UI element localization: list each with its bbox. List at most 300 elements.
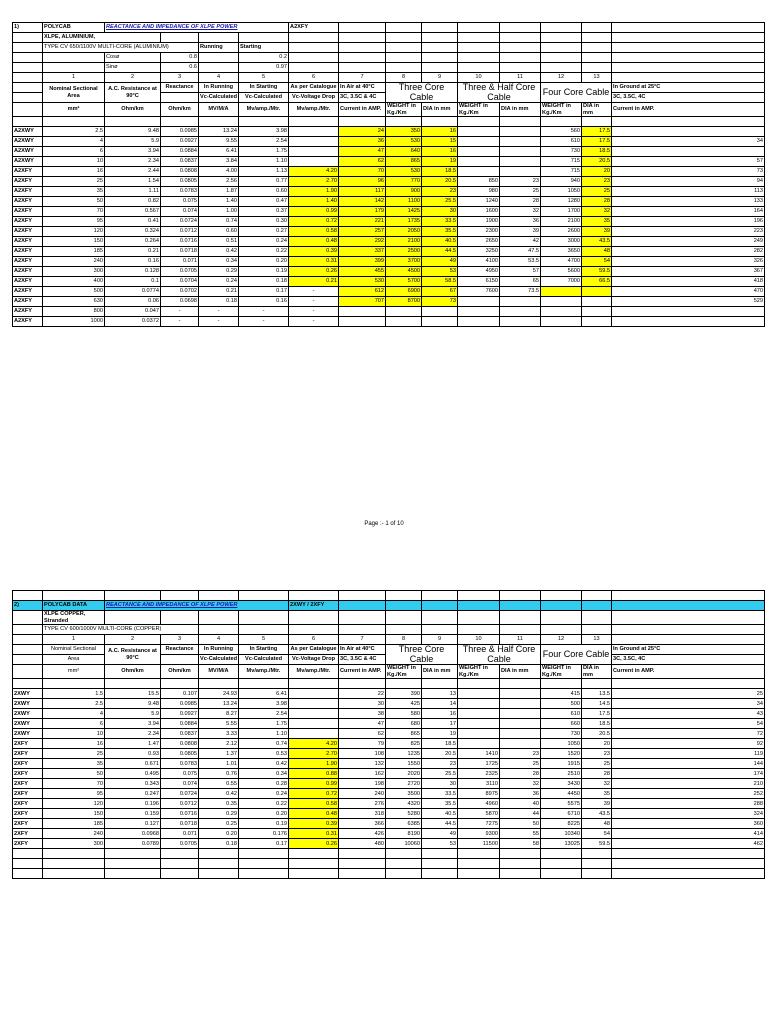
data-cell: 1915 [541, 759, 582, 769]
data-cell: 0.29 [199, 267, 239, 277]
data-cell: 25.5 [422, 197, 458, 207]
table-row [13, 257, 765, 267]
data-cell: 3700 [386, 257, 422, 267]
data-cell: 249 [612, 237, 765, 247]
col-number: 5 [239, 73, 289, 83]
data-cell: 34 [612, 699, 765, 709]
data-cell: 1735 [386, 217, 422, 227]
data-cell: 4 [43, 709, 105, 719]
data-cell: 53.5 [500, 257, 541, 267]
data-cell [612, 307, 765, 317]
data-cell: 0.41 [105, 217, 161, 227]
col-number: 5 [239, 635, 289, 645]
data-cell [500, 137, 541, 147]
data-cell: 2325 [458, 769, 500, 779]
table-row [13, 317, 765, 327]
data-cell: 0.17 [239, 287, 289, 297]
data-cell: 23 [500, 749, 541, 759]
data-cell: 59.5 [582, 839, 612, 849]
data-cell: 900 [386, 187, 422, 197]
data-cell: 16 [43, 167, 105, 177]
table-row [13, 167, 765, 177]
data-cell: 18.5 [422, 167, 458, 177]
data-cell: 44.5 [422, 247, 458, 257]
table-row [13, 207, 765, 217]
data-cell: 470 [612, 287, 765, 297]
data-cell: 8225 [541, 819, 582, 829]
data-cell: 2300 [458, 227, 500, 237]
data-cell: 4320 [386, 799, 422, 809]
data-cell: 1.00 [199, 207, 239, 217]
cable-type-cell: A2XFY [13, 267, 43, 277]
header-core-2: 3C, 3.5C, 4C [612, 655, 765, 665]
data-cell [458, 729, 500, 739]
data-cell: 0.0884 [161, 719, 199, 729]
data-cell: 0.22 [239, 247, 289, 257]
data-cell: 18.5 [582, 719, 612, 729]
table-row [13, 247, 765, 257]
data-cell: 0.495 [105, 769, 161, 779]
data-cell: 25 [43, 749, 105, 759]
data-cell: 9.48 [105, 127, 161, 137]
cable-type-cell: 2XFY [13, 779, 43, 789]
data-cell: 367 [612, 267, 765, 277]
col-number: 13 [582, 635, 612, 645]
col-number: 3 [161, 73, 199, 83]
data-cell: 0.74 [199, 217, 239, 227]
data-cell: 0.25 [199, 819, 239, 829]
data-cell [386, 307, 422, 317]
data-cell: 0.0985 [161, 699, 199, 709]
data-cell: 0.19 [239, 267, 289, 277]
data-cell: 5280 [386, 809, 422, 819]
data-cell: 62 [339, 729, 386, 739]
data-cell: 0.27 [239, 227, 289, 237]
header-four-core: Four Core Cable [541, 83, 612, 103]
data-cell: 164 [612, 207, 765, 217]
data-cell: 32 [500, 779, 541, 789]
data-cell: 0.48 [289, 809, 339, 819]
data-cell: 0.0702 [161, 287, 199, 297]
table-row [13, 709, 765, 719]
data-cell [289, 157, 339, 167]
data-cell: 25.5 [422, 769, 458, 779]
data-cell: 47 [339, 719, 386, 729]
data-cell: 610 [541, 137, 582, 147]
data-cell: - [289, 317, 339, 327]
data-cell: 324 [612, 809, 765, 819]
header-three-half-core: Three & Half Core Cable [458, 645, 541, 665]
data-cell: 2510 [541, 769, 582, 779]
table-row [13, 307, 765, 317]
data-cell: 28 [500, 197, 541, 207]
table-row [13, 739, 765, 749]
data-cell [458, 317, 500, 327]
data-cell: 2.56 [199, 177, 239, 187]
data-cell: 0.107 [161, 689, 199, 699]
cable-type-cell: A2XFY [13, 307, 43, 317]
data-cell: 400 [43, 277, 105, 287]
data-cell: 221 [339, 217, 386, 227]
reactance-table-copper [12, 590, 765, 879]
table-row [13, 237, 765, 247]
data-cell: 292 [339, 237, 386, 247]
data-cell [458, 739, 500, 749]
data-cell: 3.33 [199, 729, 239, 739]
data-cell [458, 127, 500, 137]
data-cell: 57 [500, 267, 541, 277]
table-row [13, 729, 765, 739]
data-cell: 0.0968 [105, 829, 161, 839]
data-cell: 0.0837 [161, 157, 199, 167]
data-cell: 1050 [541, 739, 582, 749]
data-cell: 0.0805 [161, 177, 199, 187]
data-cell: 2720 [386, 779, 422, 789]
data-cell: 42 [500, 237, 541, 247]
data-cell: 0.31 [289, 829, 339, 839]
data-cell: 0.247 [105, 789, 161, 799]
header-resistance: A.C. Resistance at 90°C [105, 83, 161, 103]
data-cell: 0.28 [239, 779, 289, 789]
data-cell: 23 [500, 177, 541, 187]
data-cell: 25 [43, 177, 105, 187]
data-cell: 0.1 [105, 277, 161, 287]
data-cell: 940 [541, 177, 582, 187]
data-cell: 119 [612, 749, 765, 759]
data-cell: 630 [43, 297, 105, 307]
data-cell: 0.0774 [105, 287, 161, 297]
data-cell: 17 [422, 719, 458, 729]
unit-dia-3c: DIA in mm [422, 665, 458, 679]
data-cell: 0.82 [105, 197, 161, 207]
cable-type-cell: 2XWY [13, 699, 43, 709]
col-number: 10 [458, 635, 500, 645]
data-cell: 3.94 [105, 719, 161, 729]
data-cell: 530 [386, 137, 422, 147]
data-cell: 1550 [386, 759, 422, 769]
data-cell [612, 147, 765, 157]
data-cell: 142 [339, 197, 386, 207]
data-cell [582, 317, 612, 327]
data-cell: 4.20 [289, 167, 339, 177]
data-cell: 13.5 [582, 689, 612, 699]
unit-dia-4c: DIA in mm [582, 103, 612, 117]
data-cell: 1520 [541, 749, 582, 759]
data-cell: 0.30 [239, 217, 289, 227]
data-cell: 1.37 [199, 749, 239, 759]
data-cell: 500 [541, 699, 582, 709]
header-air: In Air at 40°C [339, 83, 386, 93]
table-row [13, 779, 765, 789]
data-cell: 480 [339, 839, 386, 849]
col-number: 8 [386, 635, 422, 645]
data-cell: 0.0789 [105, 839, 161, 849]
data-cell: 73.5 [500, 287, 541, 297]
unit-weight-3c: WEIGHT in Kg./Km [386, 103, 422, 117]
data-cell: 73 [612, 167, 765, 177]
table-row [13, 689, 765, 699]
cos-running: 0.8 [161, 53, 199, 63]
data-cell: 95 [43, 789, 105, 799]
data-cell: 32 [582, 779, 612, 789]
data-cell: 6 [43, 147, 105, 157]
data-cell: 25 [582, 187, 612, 197]
unit-running: MV/M/A [199, 665, 239, 679]
data-cell: 0.047 [105, 307, 161, 317]
data-cell: 20.5 [422, 749, 458, 759]
data-cell: 117 [339, 187, 386, 197]
table-row [13, 277, 765, 287]
data-cell: 0.60 [239, 187, 289, 197]
data-cell: 300 [43, 839, 105, 849]
data-cell: 0.18 [239, 277, 289, 287]
unit-weight-4c: WEIGHT in Kg./Km [541, 665, 582, 679]
data-cell: 25 [582, 759, 612, 769]
cos-starting: 0.2 [239, 53, 289, 63]
data-cell: 0.55 [199, 779, 239, 789]
data-cell: 35 [582, 217, 612, 227]
data-cell [500, 317, 541, 327]
cable-type-cell: 2XWY [13, 729, 43, 739]
col-number: 7 [339, 635, 386, 645]
data-cell [500, 127, 541, 137]
cable-type-cell: A2XFY [13, 227, 43, 237]
data-cell: 0.128 [105, 267, 161, 277]
data-cell: 426 [339, 829, 386, 839]
data-cell [339, 317, 386, 327]
running-label: Running [199, 43, 239, 53]
table-row [13, 267, 765, 277]
data-cell [582, 297, 612, 307]
cable-type-cell: A2XWY [13, 147, 43, 157]
data-cell: 2.12 [199, 739, 239, 749]
col-number: 6 [289, 73, 339, 83]
data-cell: 3250 [458, 247, 500, 257]
data-cell: 7600 [458, 287, 500, 297]
data-cell: 57 [612, 157, 765, 167]
data-cell: 0.34 [199, 257, 239, 267]
data-cell: 18.5 [422, 739, 458, 749]
col-number: 4 [199, 635, 239, 645]
data-cell: 0.0808 [161, 739, 199, 749]
data-cell: 0.0698 [161, 297, 199, 307]
data-cell: 0.0724 [161, 789, 199, 799]
data-cell: 25 [612, 689, 765, 699]
data-cell: 399 [339, 257, 386, 267]
data-cell [500, 699, 541, 709]
table-row [13, 759, 765, 769]
data-cell: 6.41 [239, 689, 289, 699]
data-cell: 2.5 [43, 127, 105, 137]
page-footer: Page :- 1 of 10 [364, 521, 404, 527]
data-cell: 1600 [458, 207, 500, 217]
data-cell: 0.24 [199, 277, 239, 287]
data-cell: 8190 [386, 829, 422, 839]
unit-dia-3c: DIA in mm [422, 103, 458, 117]
data-cell: 680 [386, 719, 422, 729]
data-cell: 0.60 [199, 227, 239, 237]
data-cell: 0.74 [239, 739, 289, 749]
data-cell: 36 [500, 217, 541, 227]
data-cell: 14 [422, 699, 458, 709]
data-cell: 1.40 [199, 197, 239, 207]
data-cell: 4450 [541, 789, 582, 799]
data-cell: 4960 [458, 799, 500, 809]
data-cell: 0.39 [289, 247, 339, 257]
unit-air: Current in AMP. [339, 665, 386, 679]
data-cell [458, 157, 500, 167]
data-cell: 0.127 [105, 819, 161, 829]
data-cell: 7275 [458, 819, 500, 829]
data-cell: 980 [458, 187, 500, 197]
cable-type-cell: A2XFY [13, 177, 43, 187]
cable-type-cell: 2XFY [13, 789, 43, 799]
data-cell: 580 [386, 709, 422, 719]
data-cell: 0.93 [105, 749, 161, 759]
col-number: 10 [458, 73, 500, 83]
data-cell: 30 [422, 779, 458, 789]
data-cell: 23 [422, 187, 458, 197]
data-cell: 0.58 [289, 227, 339, 237]
data-cell: 5575 [541, 799, 582, 809]
data-cell: 1.40 [289, 197, 339, 207]
data-cell: 0.31 [289, 257, 339, 267]
data-cell: 13.24 [199, 699, 239, 709]
data-cell: 0.343 [105, 779, 161, 789]
header-vc-calculated: Vc-Calculated [199, 93, 239, 103]
table-row [13, 297, 765, 307]
data-cell [582, 287, 612, 297]
cable-type-cell: 2XFY [13, 799, 43, 809]
data-cell: 66.5 [582, 277, 612, 287]
data-cell: 6710 [541, 809, 582, 819]
data-cell: 0.26 [289, 267, 339, 277]
cable-type-cell: 2XFY [13, 839, 43, 849]
data-cell: 223 [612, 227, 765, 237]
data-cell [289, 709, 339, 719]
data-cell: 0.16 [239, 297, 289, 307]
data-cell: 715 [541, 167, 582, 177]
data-cell [289, 729, 339, 739]
data-cell: 3650 [541, 247, 582, 257]
data-cell: 6150 [458, 277, 500, 287]
data-cell: 8975 [458, 789, 500, 799]
data-cell: 0.0718 [161, 247, 199, 257]
data-cell: 730 [541, 147, 582, 157]
company-name: POLYCAB DATA [43, 601, 105, 611]
data-cell: 0.21 [199, 287, 239, 297]
data-cell: 360 [612, 819, 765, 829]
unit-running: MV/M/A [199, 103, 239, 117]
header-ground: In Ground at 25°C [612, 645, 765, 655]
cable-type-cell: 2XFY [13, 759, 43, 769]
data-cell: 185 [43, 819, 105, 829]
data-cell: 58.5 [422, 277, 458, 287]
data-cell [458, 307, 500, 317]
cable-code: 2XWY / 2XFY [289, 601, 339, 611]
data-cell: 0.0716 [161, 809, 199, 819]
data-cell: 9300 [458, 829, 500, 839]
cable-type-cell: 2XFY [13, 739, 43, 749]
unit-weight-3c: WEIGHT in Kg./Km [386, 665, 422, 679]
data-cell: 113 [612, 187, 765, 197]
data-cell: 0.071 [161, 257, 199, 267]
data-cell: - [289, 297, 339, 307]
data-cell: 6385 [386, 819, 422, 829]
data-cell [422, 307, 458, 317]
data-cell: 0.071 [161, 829, 199, 839]
data-cell: 1.75 [239, 719, 289, 729]
data-cell: 35 [43, 187, 105, 197]
data-cell: 39 [582, 799, 612, 809]
data-cell: 0.0705 [161, 839, 199, 849]
cable-type-cell: A2XFY [13, 197, 43, 207]
table-row [13, 719, 765, 729]
data-cell [612, 317, 765, 327]
table-row [13, 799, 765, 809]
data-cell: 13 [422, 689, 458, 699]
data-cell: 415 [541, 689, 582, 699]
header-air: In Air at 40°C [339, 645, 386, 655]
data-cell: 17.5 [582, 137, 612, 147]
header-area-2: Area [43, 655, 105, 665]
header-area: Nominal Sectional Area [43, 83, 105, 103]
data-cell [386, 317, 422, 327]
data-cell: 0.22 [239, 799, 289, 809]
data-cell: 19 [422, 729, 458, 739]
data-cell [289, 127, 339, 137]
cable-type-cell: A2XFY [13, 167, 43, 177]
data-cell: 0.51 [199, 237, 239, 247]
table-row [13, 127, 765, 137]
data-cell [541, 317, 582, 327]
data-cell: 1280 [541, 197, 582, 207]
unit-dia-35c: DIA in mm [500, 103, 541, 117]
data-cell: 43 [612, 709, 765, 719]
data-cell: 67 [422, 287, 458, 297]
col-number: 6 [289, 635, 339, 645]
data-cell: 462 [612, 839, 765, 849]
data-cell: 366 [339, 819, 386, 829]
table-row [13, 699, 765, 709]
data-cell: 3000 [541, 237, 582, 247]
data-rows [13, 689, 765, 849]
unit-dia-4c: DIA in mm [582, 665, 612, 679]
data-cell: 257 [339, 227, 386, 237]
cable-type-cell: A2XFY [13, 217, 43, 227]
header-core: 3C, 3.5C & 4C [339, 655, 386, 665]
header-core: 3C, 3.5C & 4C [339, 93, 386, 103]
data-cell: 0.0927 [161, 137, 199, 147]
data-cell: 13025 [541, 839, 582, 849]
sin-label: Sinø [105, 63, 161, 73]
data-cell: 0.20 [239, 809, 289, 819]
cable-type-cell: A2XFY [13, 317, 43, 327]
data-cell: 96 [339, 177, 386, 187]
data-cell: 28 [582, 197, 612, 207]
data-cell: 73 [422, 297, 458, 307]
data-cell: 0.26 [289, 839, 339, 849]
data-cell: 0.24 [239, 237, 289, 247]
data-cell: 25 [500, 759, 541, 769]
data-cell: 2050 [386, 227, 422, 237]
data-cell: 1.10 [239, 729, 289, 739]
col-number: 7 [339, 73, 386, 83]
data-cell: 132 [339, 759, 386, 769]
data-cell: 0.99 [289, 779, 339, 789]
cable-type-cell: A2XFY [13, 237, 43, 247]
data-cell [500, 157, 541, 167]
